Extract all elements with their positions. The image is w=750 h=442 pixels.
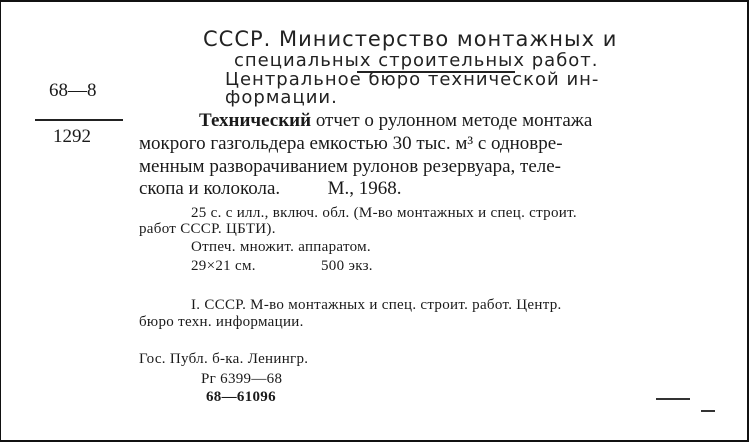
tracing-line-1: I. СССР. М-во монтажных и спец. строит. работ. Центр. [191,297,562,313]
library-order: Рг 6399—68 [201,371,283,387]
title-lead-word: Технический [199,110,312,131]
title-rest: отчет о рулонном методе монтажа [315,110,593,131]
handwritten-line-3: Центральное бюро технической ин- [225,69,600,90]
call-number-top: 68—8 [49,80,97,101]
description-line-3: менным разворачиванием рулонов резервуара, теле- [139,156,562,177]
handwritten-line-1: СССР. Министерство монтажных и [203,27,618,51]
description-line-4-text: скопа и колокола. [139,178,281,199]
call-number-bottom: 1292 [53,126,91,147]
print-mark [656,398,690,400]
handwritten-line-2: специальных строительных работ. [234,50,599,71]
description-line-1 [199,110,592,131]
collation-line-3: Отпеч. множит. аппаратом. [191,239,371,255]
place-and-year: М., 1968. [327,178,402,199]
description-line-2: мокрого газгольдера емкостью 30 тыс. м³ с одновре- [139,133,563,154]
call-number-divider [35,119,123,121]
print-mark [701,410,715,412]
collation-line-2: работ СССР. ЦБТИ). [139,221,276,237]
collation-line-1: 25 с. с илл., включ. обл. (М-во монтажных и спец. строит. [191,205,577,221]
library-number: 68—61096 [206,389,276,405]
collation-copies: 500 экз. [321,258,373,274]
collation-size: 29×21 см. [191,258,256,274]
tracing-line-2: бюро техн. информации. [139,314,304,330]
handwritten-line-4: формации. [225,87,338,108]
description-line-4 [139,178,402,199]
library-name: Гос. Публ. б-ка. Ленингр. [139,351,309,367]
